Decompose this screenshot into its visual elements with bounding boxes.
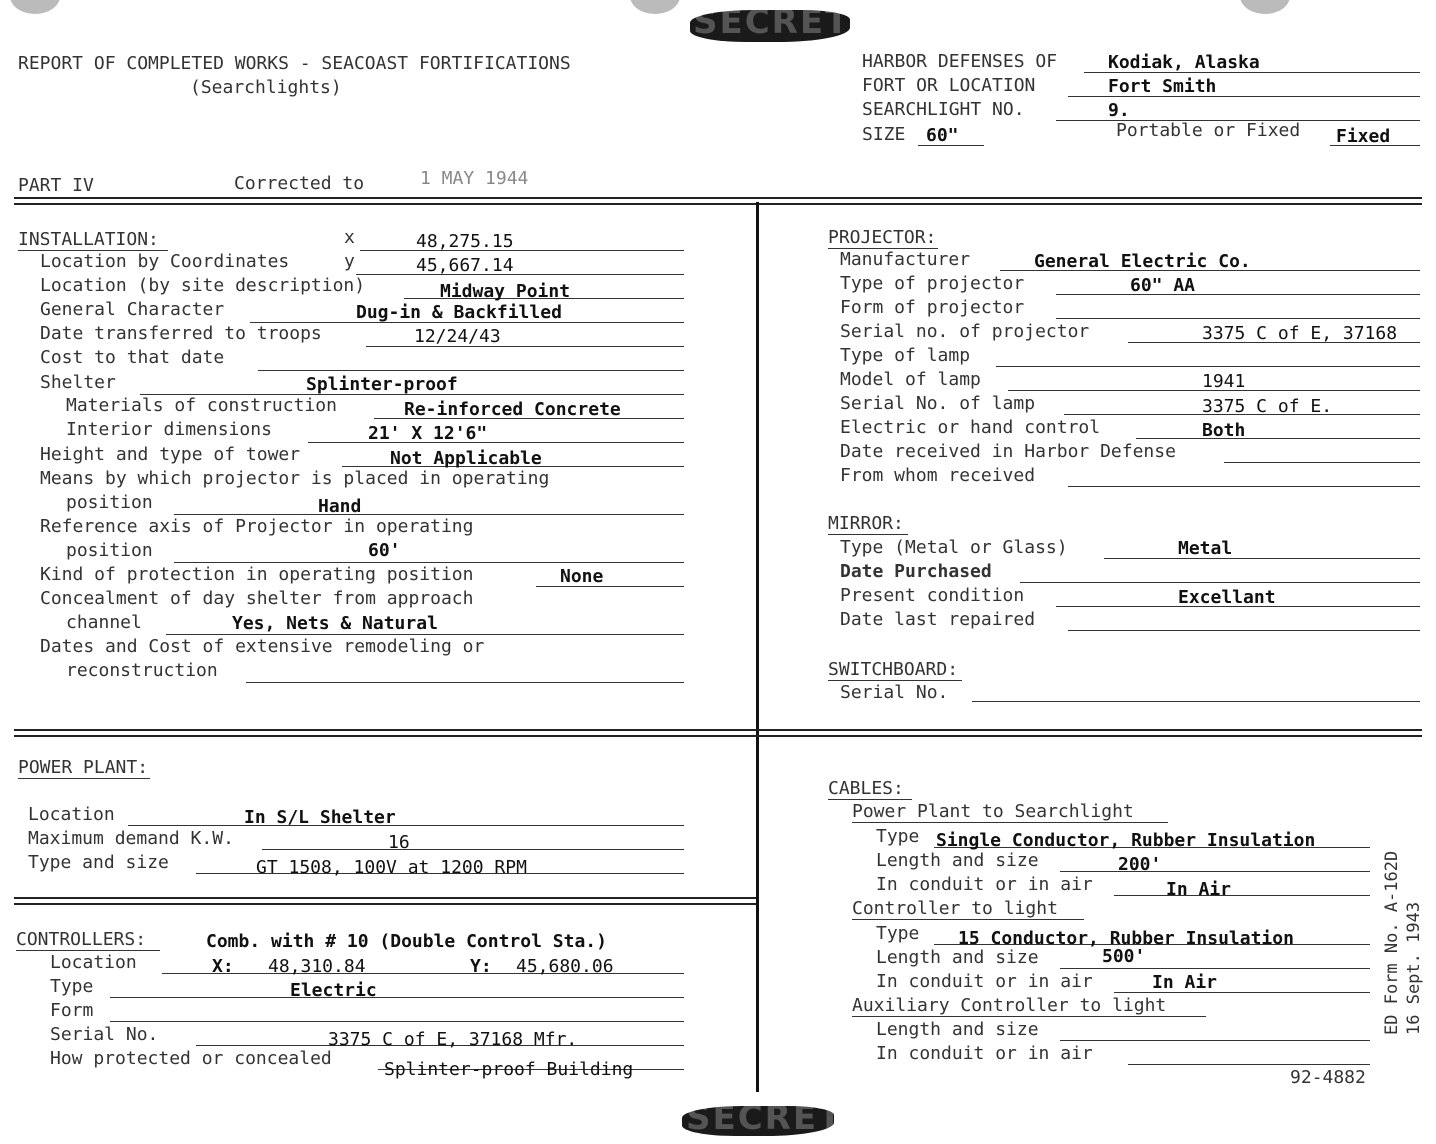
controller-protected-value: Splinter-proof Building [384,1059,634,1080]
date-transferred-label: Date transferred to troops [40,323,322,344]
controllers-heading: CONTROLLERS: [16,929,147,950]
controller-form-label: Form [50,1000,94,1021]
ref-axis-line [174,562,684,563]
power-location-label: Location [28,804,115,825]
ctrl-length-label: Length and size [876,947,1039,968]
fort-value: Fort Smith [1108,76,1217,97]
lamp-model-value: 1941 [1202,371,1246,392]
portable-fixed-value: Fixed [1336,126,1391,147]
pp-length-value: 200' [1118,854,1162,875]
switchboard-heading: SWITCHBOARD: [828,659,959,680]
controller-location-label: Location [50,952,137,973]
means-label-1: Means by which projector is placed in operating [40,468,550,489]
controllers-heading-underline [16,950,160,951]
center-divider [756,202,759,1092]
interior-label: Interior dimensions [66,419,272,440]
punch-hole-right [1240,0,1290,14]
power-plant-heading: POWER PLANT: [18,757,149,778]
corrected-date-stamp: 1 MAY 1944 [420,168,529,189]
controller-y-label: Y: [470,956,492,977]
mirror-type-label: Type (Metal or Glass) [840,537,1068,558]
ctrl-heading-underline [852,919,1084,920]
concealment-label-2: channel [66,612,142,633]
controller-form-line [110,1021,684,1022]
concealment-label-1: Concealment of day shelter from approach [40,588,474,609]
aux-conduit-label: In conduit or in air [876,1043,1093,1064]
means-value: Hand [318,496,362,517]
power-type-label: Type and size [28,852,169,873]
aux-heading: Auxiliary Controller to light [852,995,1167,1016]
pp-conduit-line [1114,895,1370,896]
mirror-repaired-line [1068,630,1420,631]
date-transferred-value: 12/24/43 [414,326,501,347]
mirror-type-value: Metal [1178,538,1233,559]
date-received-label: Date received in Harbor Defense [840,441,1176,462]
controller-serial-value: 3375 C of E, 37168 Mfr. [328,1029,578,1050]
power-plant-heading-underline [18,778,150,779]
lamp-serial-label: Serial No. of lamp [840,393,1036,414]
switchboard-heading-underline [828,680,962,681]
control-value: Both [1202,420,1246,441]
means-line [174,514,684,515]
report-subtitle: (Searchlights) [190,77,342,98]
projector-serial-value: 3375 C of E, 37168 [1202,323,1398,344]
power-location-value: In S/L Shelter [244,807,396,828]
means-label-2: position [66,492,153,513]
pp-type-label: Type [876,826,920,847]
projector-type-value: 60" AA [1130,275,1196,296]
mirror-heading: MIRROR: [828,513,904,534]
controller-type-label: Type [50,976,94,997]
remodel-label-1: Dates and Cost of extensive remodeling or [40,636,485,657]
ctrl-type-label: Type [876,923,920,944]
controllers-note: Comb. with # 10 (Double Control Sta.) [206,931,607,952]
ctrl-type-value: 15 Conductor, Rubber Insulation [958,928,1294,949]
ref-axis-label-1: Reference axis of Projector in operating [40,516,474,537]
controller-x-value: 48,310.84 [268,956,366,977]
pp-conduit-label: In conduit or in air [876,874,1093,895]
form-number: ED Form No. A-162D [1382,850,1402,1035]
materials-label: Materials of construction [66,395,337,416]
power-demand-label: Maximum demand K.W. [28,828,234,849]
tower-value: Not Applicable [390,448,542,469]
document-number: 92-4882 [1290,1067,1366,1088]
classification-top: SECRET [693,2,851,42]
mirror-repaired-label: Date last repaired [840,609,1036,630]
harbor-defenses-label: HARBOR DEFENSES OF [862,51,1058,72]
manufacturer-label: Manufacturer [840,249,971,270]
mirror-condition-value: Excellant [1178,587,1276,608]
lamp-model-label: Model of lamp [840,369,981,390]
ctrl-conduit-label: In conduit or in air [876,971,1093,992]
searchlight-no-value: 9. [1108,100,1130,121]
remodel-label-2: reconstruction [66,660,218,681]
mirror-purchased-label: Date Purchased [840,561,992,582]
projector-serial-label: Serial no. of projector [840,321,1090,342]
size-value: 60" [926,125,959,146]
protection-value: None [560,566,604,587]
protection-line [536,586,684,587]
x-value: 48,275.15 [416,231,514,252]
pp-heading-underline [852,822,1168,823]
ctrl-heading: Controller to light [852,898,1058,919]
site-value: Midway Point [440,281,571,302]
mirror-type-line [1104,558,1420,559]
form-date: 16 Sept. 1943 [1404,901,1424,1035]
ctrl-length-value: 500' [1102,946,1146,967]
fort-label: FORT OR LOCATION [862,75,1036,96]
y-line [356,274,684,275]
aux-length-line [1060,1040,1370,1041]
switchboard-serial-label: Serial No. [840,682,949,703]
harbor-defenses-value: Kodiak, Alaska [1108,52,1260,73]
y-value: 45,667.14 [416,255,514,276]
aux-length-label: Length and size [876,1019,1039,1040]
control-line [1136,438,1420,439]
projector-type-line [1056,294,1420,295]
top-divider-2 [14,203,1422,205]
aux-conduit-line [1128,1064,1370,1065]
concealment-value: Yes, Nets & Natural [232,613,438,634]
projector-heading: PROJECTOR: [828,227,937,248]
controller-serial-label: Serial No. [50,1024,159,1045]
controller-protected-label: How protected or concealed [50,1048,332,1069]
portable-fixed-label: Portable or Fixed [1116,120,1301,141]
mirror-heading-underline [828,534,908,535]
corrected-label: Corrected to [234,173,365,194]
character-value: Dug-in & Backfilled [356,302,562,323]
pp-conduit-value: In Air [1166,879,1232,900]
projector-type-label: Type of projector [840,273,1025,294]
interior-value: 21' X 12'6" [368,423,488,444]
controller-y-value: 45,680.06 [516,956,614,977]
from-whom-line [1068,486,1420,487]
lamp-type-line [996,366,1420,367]
x-line [360,250,684,251]
shelter-label: Shelter [40,372,116,393]
middle-divider [14,729,1422,731]
site-label: Location (by site description) [40,275,366,296]
controller-type-line [110,997,684,998]
switchboard-serial-line [972,701,1420,702]
power-demand-value: 16 [388,832,410,853]
ref-axis-value: 60' [368,540,401,561]
protection-label: Kind of protection in operating position [40,564,474,585]
y-label: y [344,251,355,272]
ctrl-conduit-value: In Air [1152,972,1218,993]
cables-heading: CABLES: [828,778,904,799]
coords-label: Location by Coordinates [40,251,290,272]
cables-heading-underline [828,799,912,800]
date-received-line [1224,462,1420,463]
power-demand-line [262,849,684,850]
installation-heading: INSTALLATION: [18,229,159,250]
aux-heading-underline [852,1016,1206,1017]
pp-length-line [1060,871,1370,872]
cost-line [258,370,684,371]
lamp-type-label: Type of lamp [840,345,971,366]
character-label: General Character [40,299,225,320]
lower-left-divider [14,897,756,899]
power-type-value: GT 1508, 100V at 1200 RPM [256,857,527,878]
projector-form-label: Form of projector [840,297,1025,318]
control-label: Electric or hand control [840,417,1101,438]
ref-axis-label-2: position [66,540,153,561]
lamp-serial-value: 3375 C of E. [1202,396,1333,417]
punch-hole-left [10,0,60,14]
mirror-purchased-line [1020,582,1420,583]
from-whom-label: From whom received [840,465,1036,486]
pp-heading: Power Plant to Searchlight [852,801,1134,822]
tower-label: Height and type of tower [40,444,301,465]
controller-x-label: X: [212,956,234,977]
concealment-line [166,634,684,635]
lower-left-divider-2 [14,903,756,905]
interior-line [308,442,684,443]
searchlight-no-label: SEARCHLIGHT NO. [862,99,1025,120]
mirror-condition-label: Present condition [840,585,1025,606]
materials-value: Re-inforced Concrete [404,399,621,420]
ctrl-length-line [1060,968,1370,969]
punch-hole-center [630,0,680,14]
controller-type-value: Electric [290,980,377,1001]
classification-bottom: SECRET [686,1098,844,1138]
projector-form-line [1056,318,1420,319]
shelter-value: Splinter-proof [306,374,458,395]
top-divider [14,197,1422,199]
x-label: x [344,227,355,248]
power-location-line [128,825,684,826]
remodel-line [246,682,684,683]
report-title: REPORT OF COMPLETED WORKS - SEACOAST FORTIFICATIONS [18,53,571,74]
size-label: SIZE [862,124,906,145]
pp-type-value: Single Conductor, Rubber Insulation [936,830,1316,851]
part-label: PART IV [18,175,94,196]
cost-label: Cost to that date [40,347,225,368]
pp-length-label: Length and size [876,850,1039,871]
manufacturer-value: General Electric Co. [1034,251,1251,272]
middle-divider-2 [14,735,1422,737]
